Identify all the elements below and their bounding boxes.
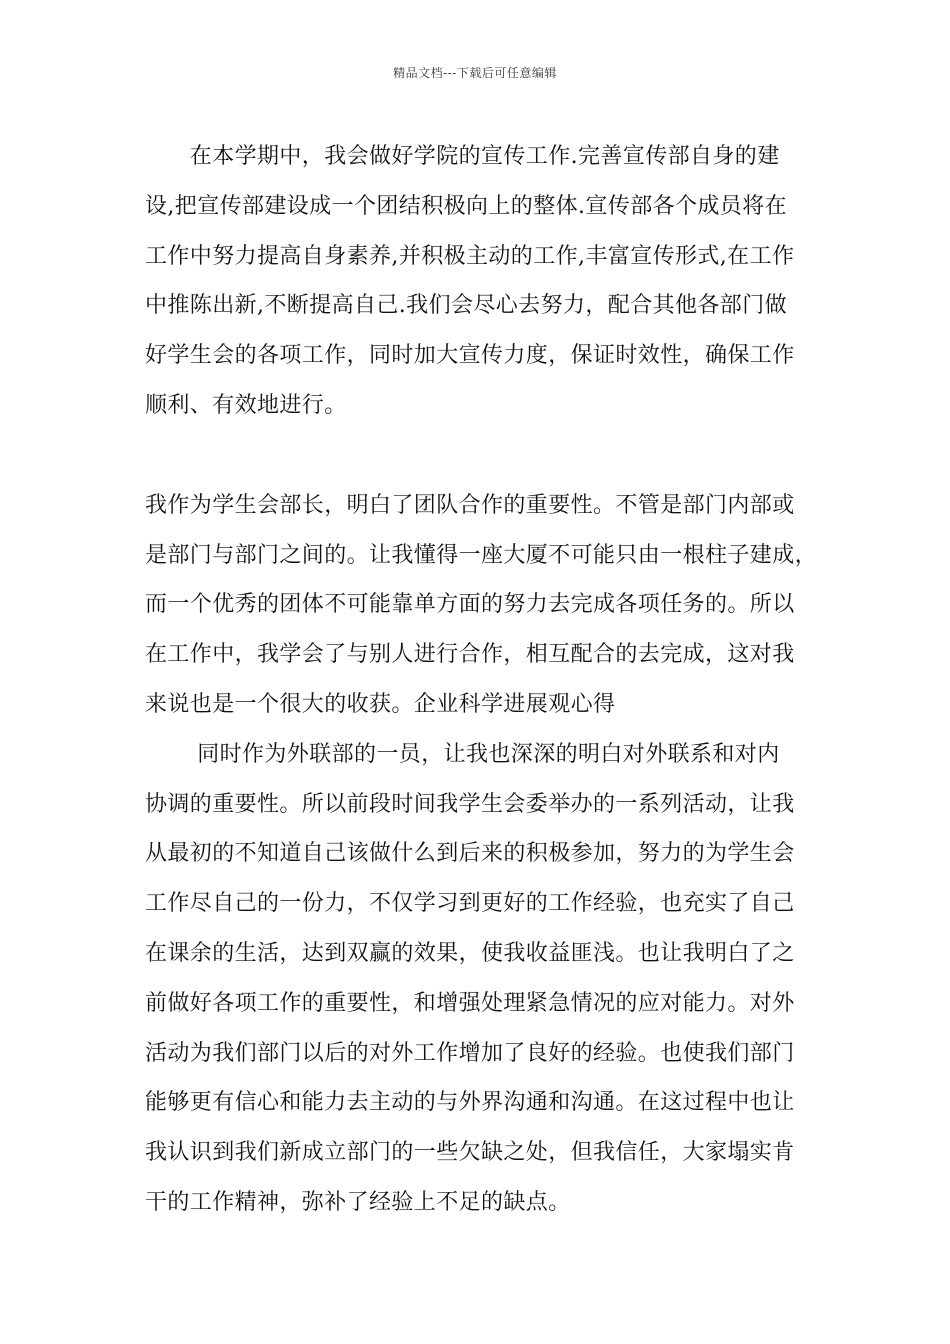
paragraph-3 [145,730,810,1278]
text-line: 在工作中，我学会了与别人进行合作，相互配合的去完成，这对我 [145,642,795,668]
text-line: 我认识到我们新成立部门的一些欠缺之处，但我信任，大家塌实肯 [145,1140,795,1166]
text-line: 好学生会的各项工作，同时加大宣传力度，保证时效性，确保工作 [145,343,795,369]
paragraph-2 [145,481,818,730]
paragraph-1 [145,132,810,431]
text-line: 工作尽自己的一份力，不仅学习到更好的工作经验，也充实了自己 [145,891,795,917]
text-line: 顺利、有效地进行。 [145,392,347,418]
text-line: 我作为学生会部长，明白了团队合作的重要性。不管是部门内部或 [145,492,795,518]
page-header: 精品文档---下载后可任意编辑 [393,66,557,80]
paragraph-gap [145,431,810,481]
text-line: 在课余的生活，达到双赢的效果，使我收益匪浅。也让我明白了之 [145,940,795,966]
text-line: 而一个优秀的团体不可能靠单方面的努力去完成各项任务的。所以 [145,592,795,618]
text-line: 是部门与部门之间的。让我懂得一座大厦不可能只由一根柱子建成， [145,542,818,568]
text-line: 活动为我们部门以后的对外工作增加了良好的经验。也使我们部门 [145,1040,795,1066]
text-line: 中推陈出新,不断提高自己.我们会尽心去努力，配合其他各部门做 [145,293,787,319]
text-line: 前做好各项工作的重要性，和增强处理紧急情况的应对能力。对外 [145,990,795,1016]
text-line: 设,把宣传部建设成一个团结积极向上的整体.宣传部各个成员将在 [145,193,787,219]
text-line: 能够更有信心和能力去主动的与外界沟通和沟通。在这过程中也让 [145,1090,795,1116]
text-line: 同时作为外联部的一员，让我也深深的明白对外联系和对内 [145,741,780,767]
text-line: 在本学期中，我会做好学院的宣传工作.完善宣传部自身的建 [145,144,780,169]
text-line: 协调的重要性。所以前段时间我学生会委举办的一系列活动，让我 [145,791,795,817]
text-line: 从最初的不知道自己该做什么到后来的积极参加，努力的为学生会 [145,841,795,867]
text-line: 干的工作精神，弥补了经验上不足的缺点。 [145,1189,571,1215]
text-line [145,1228,810,1278]
text-line: 来说也是一个很大的收获。企业科学进展观心得 [145,691,616,717]
text-line: 工作中努力提高自身素养,并积极主动的工作,丰富宣传形式,在工作 [145,243,795,269]
document-body [145,132,818,1278]
